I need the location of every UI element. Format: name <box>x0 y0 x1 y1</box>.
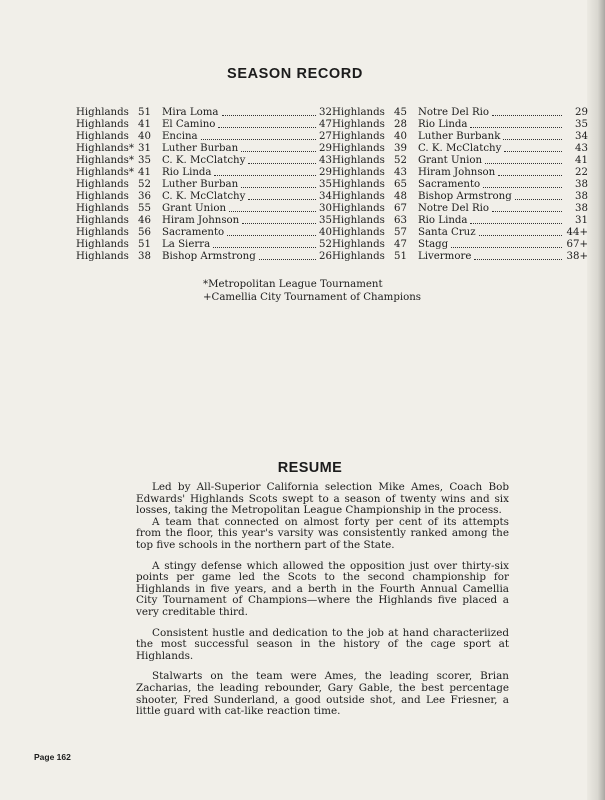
game-row <box>76 203 332 215</box>
game-row <box>76 167 332 179</box>
opponent-name: C. K. McClatchy <box>162 191 246 202</box>
dot-leader <box>242 223 316 224</box>
opponent-score: 35 <box>575 119 588 130</box>
team-name: Highlands <box>76 239 129 250</box>
team-name: Highlands <box>332 215 385 226</box>
team-score: 46 <box>138 215 151 226</box>
team-score: 55 <box>138 203 151 214</box>
opponent-score: 41 <box>575 155 588 166</box>
team-score: 41 <box>138 167 151 178</box>
team-score: 57 <box>394 227 407 238</box>
team-name: Highlands <box>332 251 385 262</box>
opponent-name: Luther Burbank <box>418 131 501 142</box>
dot-leader <box>470 127 562 128</box>
team-score: 38 <box>138 251 151 262</box>
opponent-name: Livermore <box>418 251 472 262</box>
opponent-name: Hiram Johnson <box>162 215 240 226</box>
dot-leader <box>492 211 562 212</box>
legend-asterisk-note: *Metropolitan League Tournament <box>203 279 383 290</box>
game-row <box>332 143 588 155</box>
opponent-score: 27 <box>319 131 332 142</box>
opponent-name: Sacramento <box>418 179 481 190</box>
dot-leader <box>483 187 562 188</box>
team-name: Highlands <box>76 251 129 262</box>
opponent-score: 30 <box>319 203 332 214</box>
opponent-name: Encina <box>162 131 198 142</box>
team-score: 47 <box>394 239 407 250</box>
opponent-name: Mira Loma <box>162 107 219 118</box>
dot-leader <box>503 139 562 140</box>
team-score: 28 <box>394 119 407 130</box>
dot-leader <box>504 151 562 152</box>
dot-leader <box>474 259 562 260</box>
team-score: 39 <box>394 143 407 154</box>
game-row <box>76 119 332 131</box>
opponent-score: 47 <box>319 119 332 130</box>
team-name: Highlands <box>76 131 129 142</box>
opponent-score: 38+ <box>566 251 588 262</box>
opponent-score: 32 <box>319 107 332 118</box>
team-name: Highlands <box>332 155 385 166</box>
opponent-name: Santa Cruz <box>418 227 476 238</box>
dot-leader <box>214 175 316 176</box>
dot-leader <box>479 235 562 236</box>
team-score: 36 <box>138 191 151 202</box>
opponent-score: 22 <box>575 167 588 178</box>
opponent-score: 38 <box>575 191 588 202</box>
game-row <box>76 131 332 143</box>
game-row <box>332 227 588 239</box>
game-row <box>332 155 588 167</box>
game-row <box>332 107 588 119</box>
team-name: Highlands <box>332 119 385 130</box>
opponent-score: 43 <box>575 143 588 154</box>
resume-paragraph: A stingy defense which allowed the opposition just over thirty-six points per game led the Scots to the second championship for Highlands in five years, and a berth in the Fourth Annual Camellia City Tournament of Champions—where the Highlands five placed a very creditable third. <box>136 559 509 618</box>
legend-plus-note: +Camellia City Tournament of Champions <box>203 291 422 303</box>
opponent-name: Luther Burban <box>162 143 239 154</box>
team-name: Highlands <box>76 215 129 226</box>
opponent-name: Rio Linda <box>418 119 468 130</box>
team-name: Highlands* <box>76 155 134 166</box>
game-row <box>332 215 588 227</box>
dot-leader <box>485 163 562 164</box>
season-record-left-column <box>76 107 332 263</box>
game-row <box>332 119 588 131</box>
dot-leader <box>492 115 562 116</box>
team-name: Highlands <box>332 179 385 190</box>
opponent-name: Luther Burban <box>162 179 239 190</box>
opponent-name: Hiram Johnson <box>418 167 496 178</box>
team-name: Highlands <box>76 107 129 118</box>
team-score: 40 <box>138 131 151 142</box>
game-row <box>332 203 588 215</box>
resume-paragraph: Led by All-Superior California selection Mike Ames, Coach Bob Edwards' Highlands Scots swept to a season of twenty wins and six losses, taking the Metropolitan League Championship in the process. <box>136 481 509 517</box>
team-name: Highlands <box>332 191 385 202</box>
dot-leader <box>201 139 316 140</box>
dot-leader <box>218 127 316 128</box>
resume-body <box>136 482 509 727</box>
team-score: 56 <box>138 227 151 238</box>
opponent-name: La Sierra <box>162 239 211 250</box>
dot-leader <box>227 235 316 236</box>
team-score: 40 <box>394 131 407 142</box>
team-name: Highlands <box>332 143 385 154</box>
binding-gutter <box>587 0 605 800</box>
game-row <box>76 251 332 263</box>
dot-leader <box>213 247 316 248</box>
game-row <box>76 107 332 119</box>
game-row <box>332 239 588 251</box>
opponent-score: 35 <box>319 179 332 190</box>
game-row <box>332 251 588 263</box>
opponent-score: 52 <box>319 239 332 250</box>
opponent-name: Stagg <box>418 239 449 250</box>
team-score: 35 <box>138 155 151 166</box>
resume-paragraph: A team that connected on almost forty per cent of its attempts from the floor, this year's varsity was consistently ranked among the top five schools in the northern part of the State. <box>136 515 509 551</box>
opponent-name: C. K. McClatchy <box>418 143 502 154</box>
game-row <box>332 167 588 179</box>
opponent-score: 40 <box>319 227 332 238</box>
team-name: Highlands <box>332 131 385 142</box>
team-score: 67 <box>394 203 407 214</box>
team-score: 63 <box>394 215 407 226</box>
opponent-name: Notre Del Rio <box>418 203 490 214</box>
opponent-score: 34 <box>319 191 332 202</box>
team-name: Highlands <box>76 191 129 202</box>
opponent-name: Grant Union <box>162 203 227 214</box>
opponent-score: 26 <box>319 251 332 262</box>
opponent-name: El Camino <box>162 119 216 130</box>
opponent-name: Notre Del Rio <box>418 107 490 118</box>
dot-leader <box>248 163 316 164</box>
team-score: 45 <box>394 107 407 118</box>
opponent-score: 38 <box>575 179 588 190</box>
team-name: Highlands* <box>76 143 134 154</box>
team-score: 52 <box>138 179 151 190</box>
team-score: 43 <box>394 167 407 178</box>
opponent-score: 67+ <box>566 239 588 250</box>
dot-leader <box>241 151 316 152</box>
team-score: 51 <box>138 107 151 118</box>
team-name: Highlands <box>76 179 129 190</box>
opponent-score: 44+ <box>566 227 588 238</box>
team-name: Highlands <box>332 107 385 118</box>
resume-heading: RESUME <box>277 460 343 476</box>
dot-leader <box>259 259 316 260</box>
opponent-name: Bishop Armstrong <box>418 191 512 202</box>
dot-leader <box>222 115 316 116</box>
opponent-score: 38 <box>575 203 588 214</box>
team-score: 65 <box>394 179 407 190</box>
page-number: Page 162 <box>34 752 71 762</box>
dot-leader <box>241 187 316 188</box>
team-score: 41 <box>138 119 151 130</box>
team-score: 52 <box>394 155 407 166</box>
team-score: 31 <box>138 143 151 154</box>
opponent-name: Rio Linda <box>418 215 468 226</box>
resume-paragraph: Stalwarts on the team were Ames, the leading scorer, Brian Zacharias, the leading rebounder, Gary Gable, the best percentage shooter, Fred Sunderland, a good outside shot, and Lee Friesner, a little guard with cat-like reaction time. <box>136 670 509 718</box>
opponent-score: 29 <box>319 167 332 178</box>
team-name: Highlands <box>76 119 129 130</box>
game-row <box>76 155 332 167</box>
tournament-legend <box>203 279 421 304</box>
opponent-name: Grant Union <box>418 155 483 166</box>
dot-leader <box>470 223 562 224</box>
game-row <box>76 227 332 239</box>
game-row <box>332 179 588 191</box>
team-name: Highlands <box>332 167 385 178</box>
opponent-name: Bishop Armstrong <box>162 251 256 262</box>
team-name: Highlands <box>76 227 129 238</box>
game-row <box>76 191 332 203</box>
team-name: Highlands <box>332 227 385 238</box>
game-row <box>332 191 588 203</box>
opponent-name: Sacramento <box>162 227 225 238</box>
dot-leader <box>451 247 562 248</box>
team-score: 51 <box>138 239 151 250</box>
season-record-right-column <box>332 107 588 263</box>
team-name: Highlands <box>332 239 385 250</box>
opponent-score: 43 <box>319 155 332 166</box>
team-score: 48 <box>394 191 407 202</box>
resume-paragraph: Consistent hustle and dedication to the job at hand characteriized the most successful season in the history of the cage sport at Highlands. <box>136 626 509 662</box>
opponent-score: 29 <box>575 107 588 118</box>
opponent-name: Rio Linda <box>162 167 212 178</box>
opponent-score: 34 <box>575 131 588 142</box>
season-record-title: SEASON RECORD <box>227 66 363 82</box>
team-name: Highlands* <box>76 167 134 178</box>
team-score: 51 <box>394 251 407 262</box>
opponent-name: C. K. McClatchy <box>162 155 246 166</box>
game-row <box>332 131 588 143</box>
game-row <box>76 143 332 155</box>
game-row <box>76 179 332 191</box>
dot-leader <box>498 175 562 176</box>
team-name: Highlands <box>332 203 385 214</box>
opponent-score: 29 <box>319 143 332 154</box>
dot-leader <box>248 199 316 200</box>
opponent-score: 35 <box>319 215 332 226</box>
team-name: Highlands <box>76 203 129 214</box>
opponent-score: 31 <box>575 215 588 226</box>
dot-leader <box>515 199 562 200</box>
game-row <box>76 239 332 251</box>
dot-leader <box>229 211 316 212</box>
game-row <box>76 215 332 227</box>
